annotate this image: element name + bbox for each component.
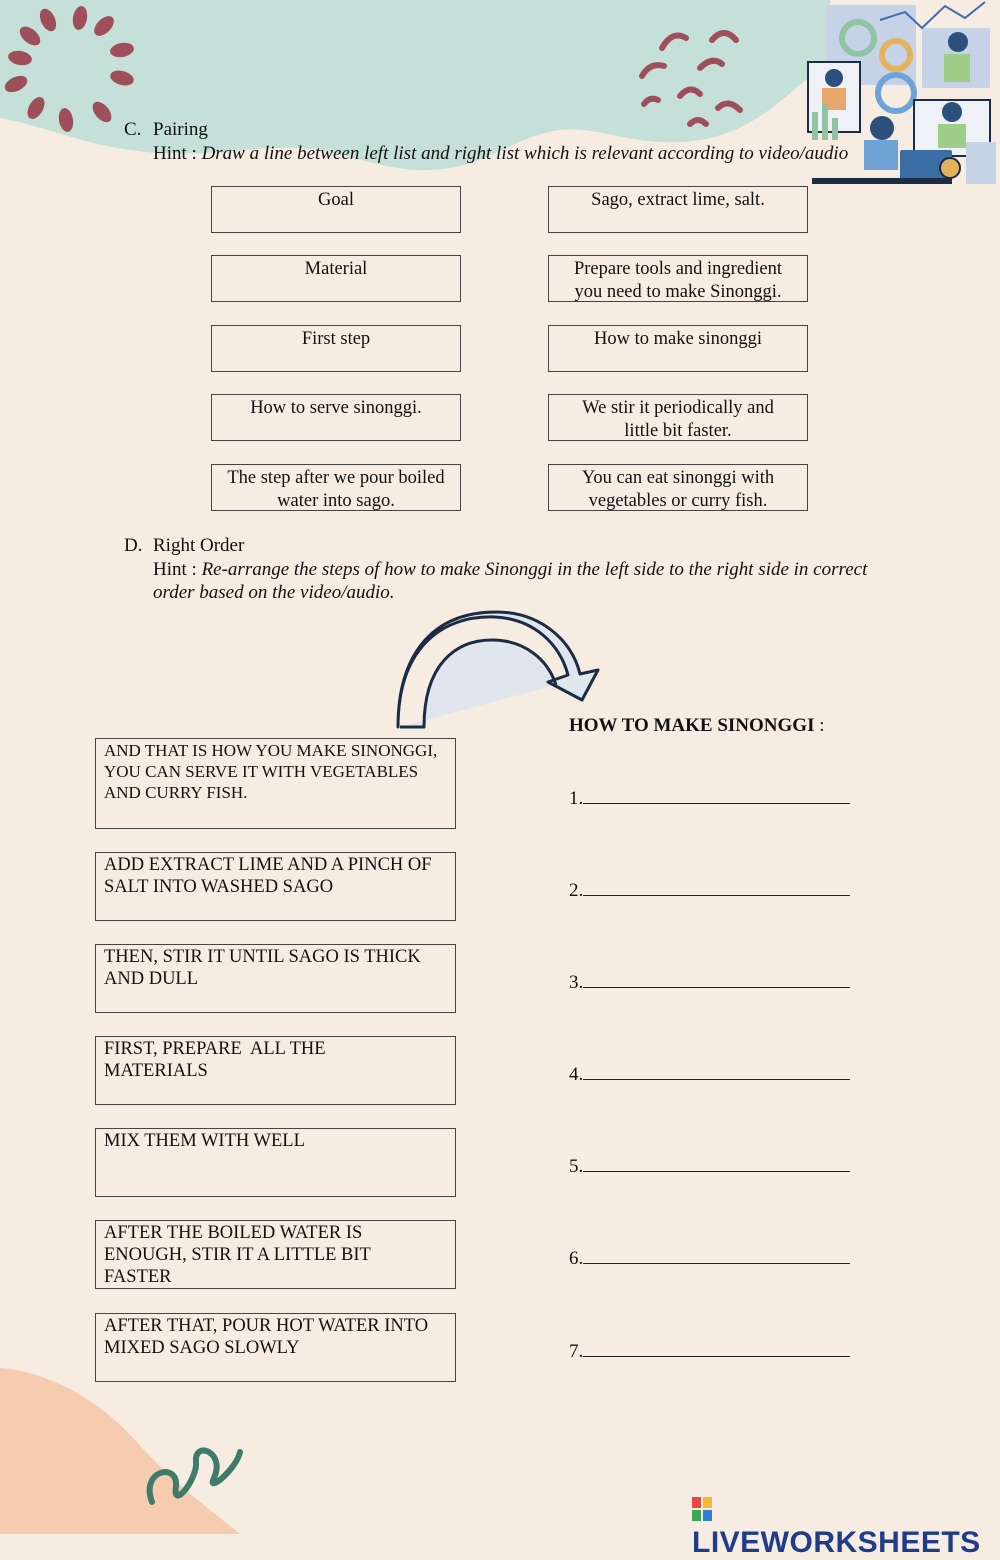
pair-left-box[interactable]: Goal <box>211 186 461 233</box>
step-card[interactable]: AFTER THE BOILED WATER IS ENOUGH, STIR IT A LITTLE BIT FASTER <box>95 1220 456 1289</box>
answer-line[interactable] <box>569 1338 859 1363</box>
answer-line[interactable] <box>569 1153 859 1178</box>
hint-prefix: Hint : <box>153 559 202 580</box>
pair-left-box[interactable]: First step <box>211 325 461 372</box>
pair-right-box[interactable]: We stir it periodically and little bit faster. <box>548 394 808 441</box>
answer-line[interactable] <box>569 877 859 902</box>
step-card[interactable]: AND THAT IS HOW YOU MAKE SINONGGI, YOU CAN SERVE IT WITH VEGETABLES AND CURRY FISH. <box>95 738 456 829</box>
pair-left-box[interactable]: How to serve sinonggi. <box>211 394 461 441</box>
answer-number: 1. <box>569 788 584 809</box>
answer-line[interactable] <box>569 969 859 994</box>
step-card[interactable]: FIRST, PREPARE ALL THE MATERIALS <box>95 1036 456 1105</box>
step-card[interactable]: THEN, STIR IT UNTIL SAGO IS THICK AND DULL <box>95 944 456 1013</box>
pair-right-box[interactable]: How to make sinonggi <box>548 325 808 372</box>
pair-right-box[interactable]: Prepare tools and ingredient you need to make Sinonggi. <box>548 255 808 302</box>
answer-blank[interactable] <box>583 877 850 896</box>
step-card[interactable]: ADD EXTRACT LIME AND A PINCH OF SALT INTO WASHED SAGO <box>95 852 456 921</box>
section-c-title: Pairing <box>153 119 208 140</box>
pair-left-box[interactable]: Material <box>211 255 461 302</box>
hint-prefix: Hint : <box>153 143 202 164</box>
pair-right-box[interactable]: Sago, extract lime, salt. <box>548 186 808 233</box>
answer-blank[interactable] <box>583 1338 850 1357</box>
answer-number: 7. <box>569 1341 584 1362</box>
step-card[interactable]: MIX THEM WITH WELL <box>95 1128 456 1197</box>
section-d-letter: D. <box>124 535 143 556</box>
answer-blank[interactable] <box>583 1245 850 1264</box>
answer-number: 6. <box>569 1248 584 1269</box>
answer-blank[interactable] <box>583 969 850 988</box>
liveworksheets-logo-icon <box>692 1497 712 1521</box>
answer-number: 4. <box>569 1064 584 1085</box>
pair-left-box[interactable]: The step after we pour boiled water into sago. <box>211 464 461 511</box>
order-heading-colon: : <box>814 715 825 736</box>
answer-blank[interactable] <box>583 1061 850 1080</box>
order-heading <box>569 715 825 737</box>
curved-arrow-icon <box>398 612 598 727</box>
answer-blank[interactable] <box>583 1153 850 1172</box>
order-heading-text: HOW TO MAKE SINONGGI <box>569 715 815 736</box>
answer-line[interactable] <box>569 785 859 810</box>
section-d-title: Right Order <box>153 535 245 556</box>
hint-text: Draw a line between left list and right list which is relevant according to video/audio <box>201 143 849 164</box>
answer-blank[interactable] <box>583 785 850 804</box>
answer-number: 3. <box>569 972 584 993</box>
pair-right-box[interactable]: You can eat sinonggi with vegetables or curry fish. <box>548 464 808 511</box>
section-d-hint <box>153 558 893 604</box>
answer-number: 5. <box>569 1156 584 1177</box>
answer-line[interactable] <box>569 1245 859 1270</box>
answer-line[interactable] <box>569 1061 859 1086</box>
hint-text: Re-arrange the steps of how to make Sinonggi in the left side to the right side in correct order based on the video/audio. <box>153 559 868 603</box>
section-c-hint <box>153 142 893 165</box>
watermark-text: LIVEWORKSHEETS <box>692 1526 981 1559</box>
answer-number: 2. <box>569 880 584 901</box>
section-c-letter: C. <box>124 119 142 140</box>
liveworksheets-watermark[interactable] <box>692 1492 1000 1560</box>
step-card[interactable]: AFTER THAT, POUR HOT WATER INTO MIXED SAGO SLOWLY <box>95 1313 456 1382</box>
